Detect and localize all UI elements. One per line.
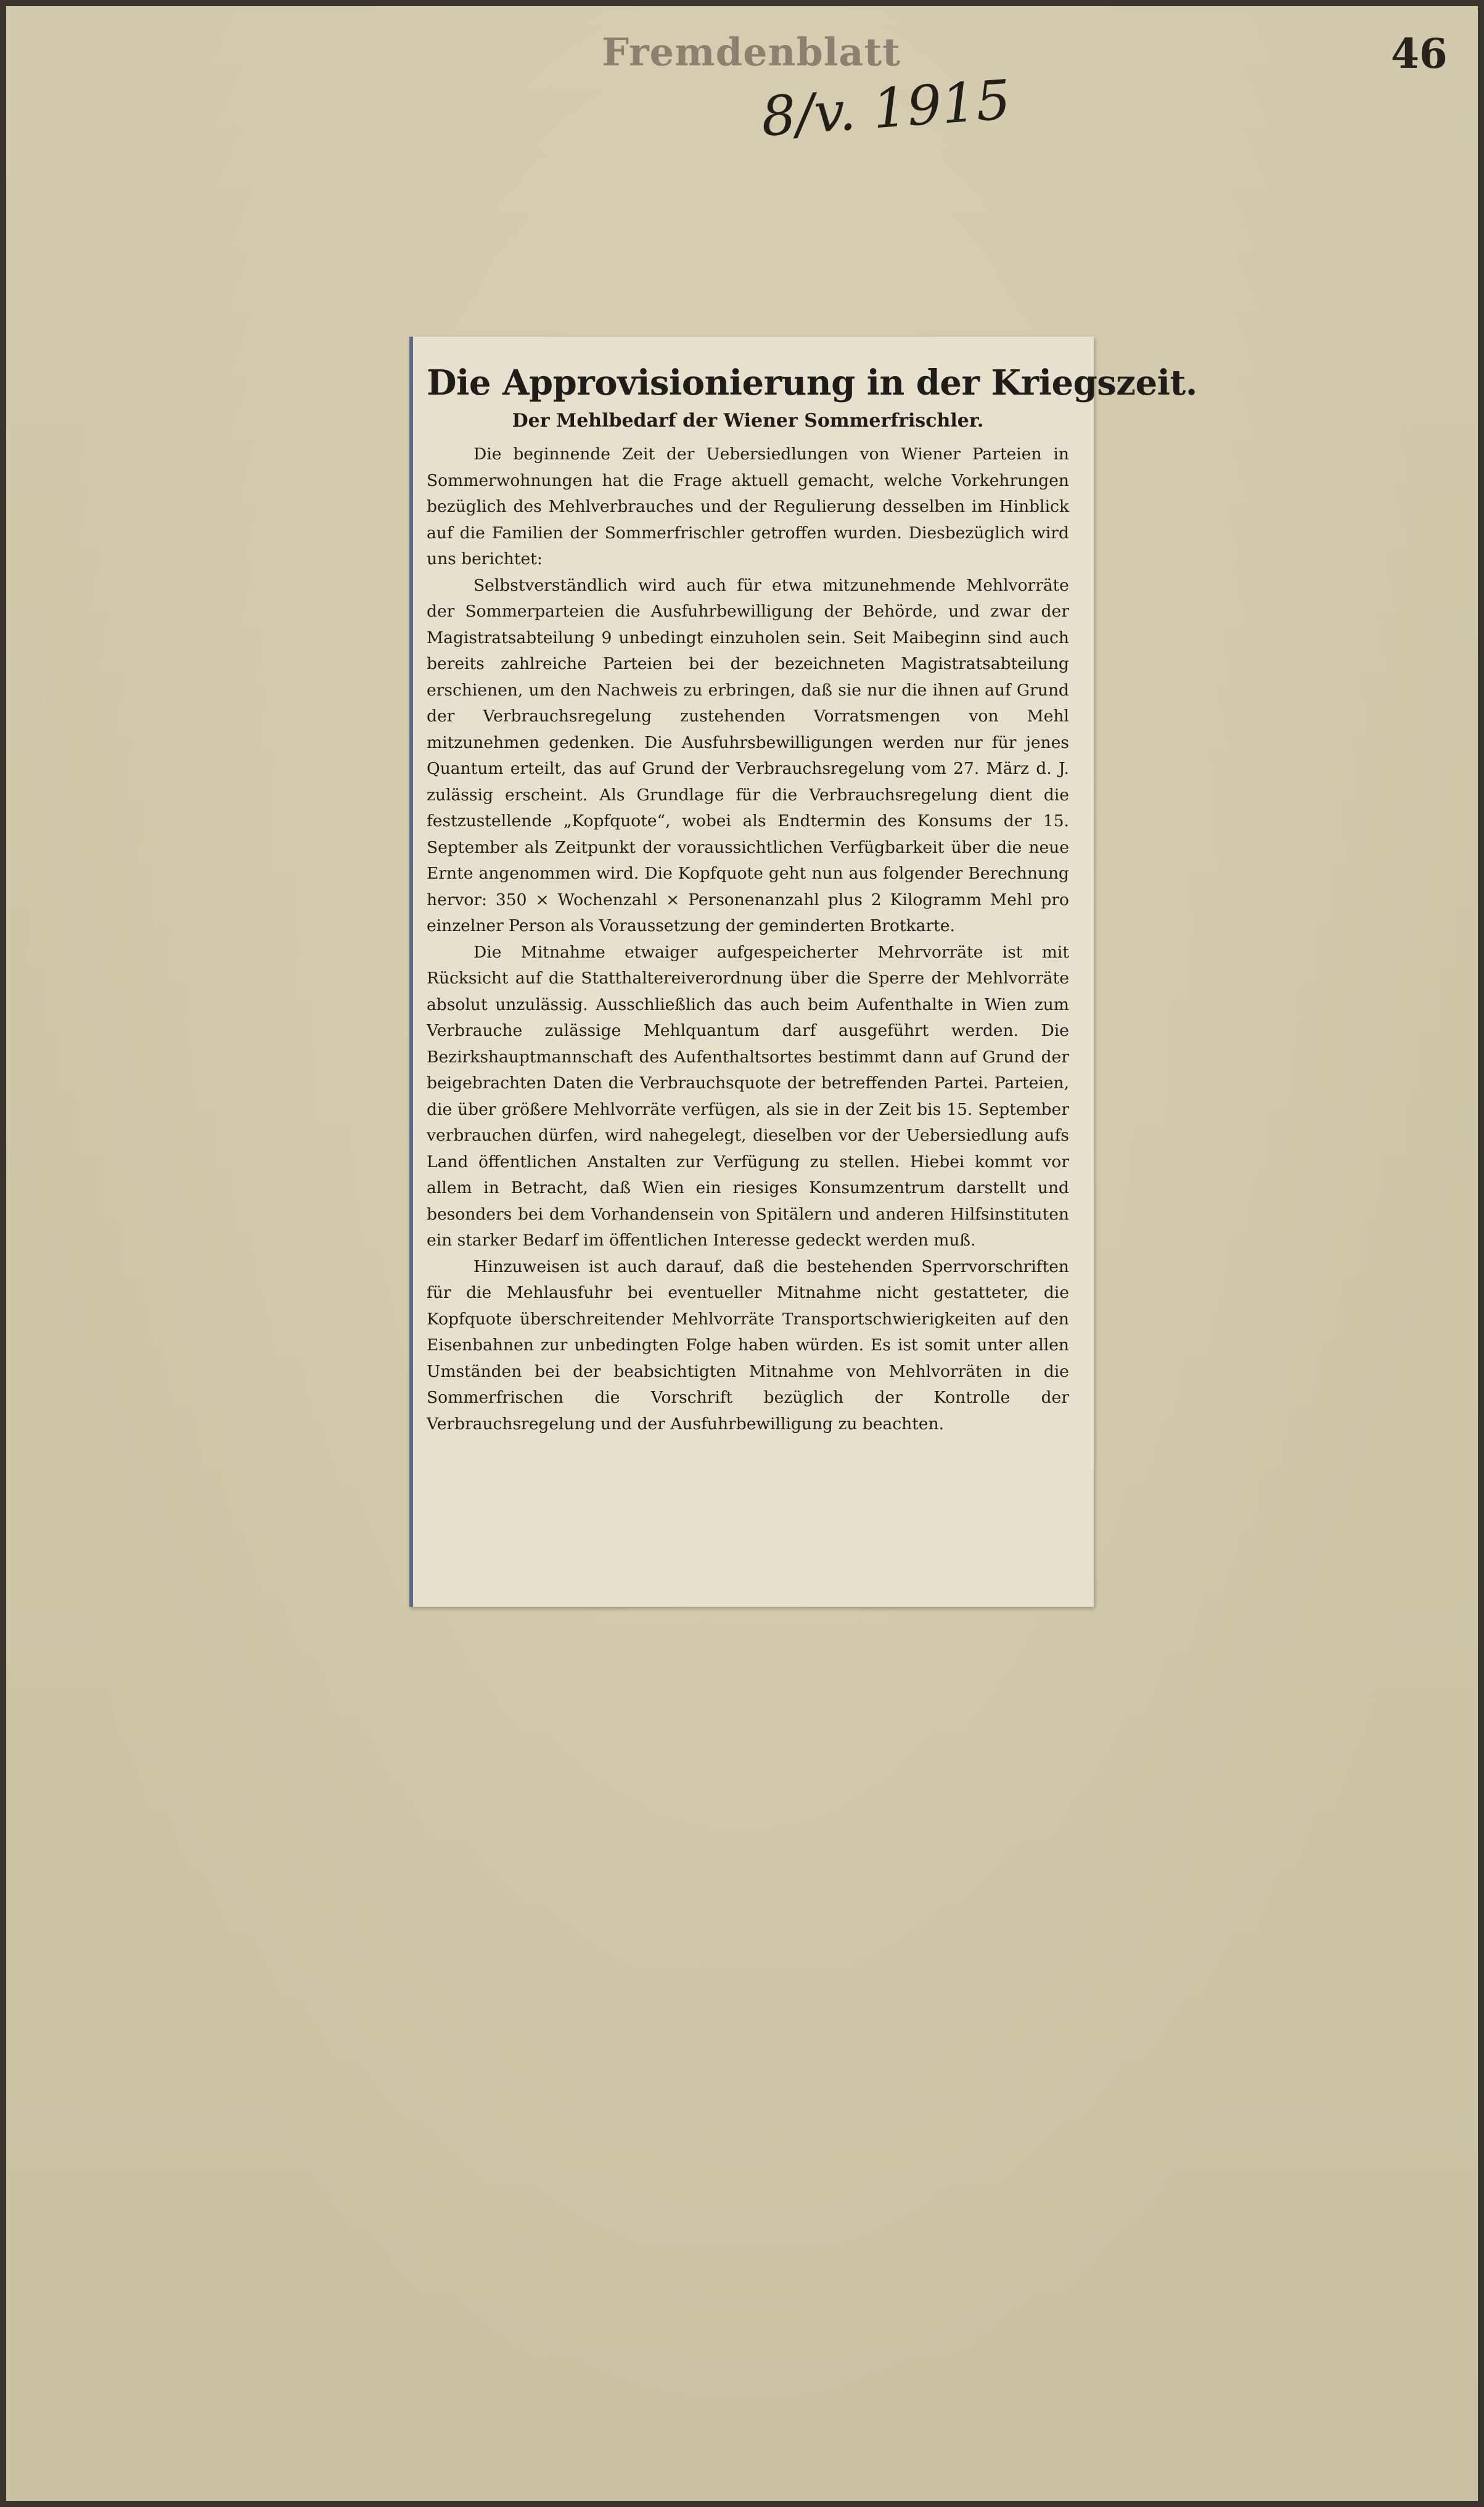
- article-subheadline: Der Mehlbedarf der Wiener Sommerfrischler.: [512, 410, 984, 432]
- newspaper-source-stamp: Fremdenblatt: [602, 30, 901, 75]
- article-headline: Die Approvisionierung in der Kriegszeit.: [427, 363, 1197, 403]
- newspaper-clipping: [409, 337, 1197, 1607]
- article-paragraph-3: Die Mitnahme etwaiger aufgespeicherter Mehrvorräte ist mit Rücksicht auf die Statthaltereiverordnung über die Sperre der Mehlvorräte absolut unzulässig. Ausschließlich das auch beim Aufenthalte in Wien zum Verbrauche zulässige Mehlquantum darf ausgeführt werden. Die Bezirkshauptmannschaft des Aufenthaltsortes bestimmt dann auf Grund der beigebrachten Daten die Verbrauchsquote der betreffenden Partei. Parteien, die über größere Mehlvorräte verfügen, als sie in der Zeit bis 15. September verbrauchen dürfen, wird nahegelegt, dieselben vor der Uebersiedlung aufs Land öffentlichen Anstalten zur Verfügung zu stellen. Hiebei kommt vor allem in Betracht, daß Wien ein riesiges Konsumzentrum darstellt und besonders bei dem Vorhandensein von Spitälern und anderen Hilfsinstituten ein starker Bedarf im öffentlichen Interesse gedeckt werden muß.: [427, 942, 1069, 1250]
- article-paragraph-1: Die beginnende Zeit der Uebersiedlungen von Wiener Parteien in Sommerwohnungen hat die Frage aktuell gemacht, welche Vorkehrungen bezüglich des Mehlverbrauches und der Regulierung desselben im Hinblick auf die Familien der Sommerfrischler getroffen wurden. Diesbezüglich wird uns berichtet:: [427, 445, 1069, 568]
- page-number: 46: [1391, 30, 1448, 78]
- article-paragraph-2: Selbstverständlich wird auch für etwa mitzunehmende Mehlvorräte der Sommerparteien die Ausfuhrbewilligung der Behörde, und zwar der Magistratsabteilung 9 unbedingt einzuholen sein. Seit Maibeginn sind auch bereits zahlreiche Parteien bei der bezeichneten Magistratsabteilung erschienen, um den Nachweis zu erbringen, daß sie nur die ihnen auf Grund der Verbrauchsregelung zustehenden Vorratsmengen von Mehl mitzunehmen gedenken. Die Ausfuhrsbewilligungen werden nur für jenes Quantum erteilt, das auf Grund der Verbrauchsregelung vom 27. März d. J. zulässig erscheint. Als Grundlage für die Verbrauchsregelung dient die festzustellende „Kopfquote“, wobei als Endtermin des Konsums der 15. September als Zeitpunkt der voraussichtlichen Verfügbarkeit über die neue Ernte angenommen wird. Die Kopfquote geht nun aus folgender Berechnung hervor: 350 × Wochenzahl × Personenanzahl plus 2 Kilogramm Mehl pro einzelner Person als Voraussetzung der geminderten Brotkarte.: [427, 575, 1069, 935]
- article-paragraph-4: Hinzuweisen ist auch darauf, daß die bestehenden Sperrvorschriften für die Mehlausfuhr bei eventueller Mitnahme nicht gestatteter, die Kopfquote überschreitender Mehlvorräte Transportschwierigkeiten auf den Eisenbahnen zur unbedingten Folge haben würden. Es ist somit unter allen Umständen bei der beabsichtigten Mitnahme von Mehlvorräten in die Sommerfrischen die Vorschrift bezüglich der Kontrolle der Verbrauchsregelung und der Ausfuhrbewilligung zu beachten.: [427, 1257, 1069, 1434]
- handwritten-date: 8/v. 1915: [759, 67, 1013, 149]
